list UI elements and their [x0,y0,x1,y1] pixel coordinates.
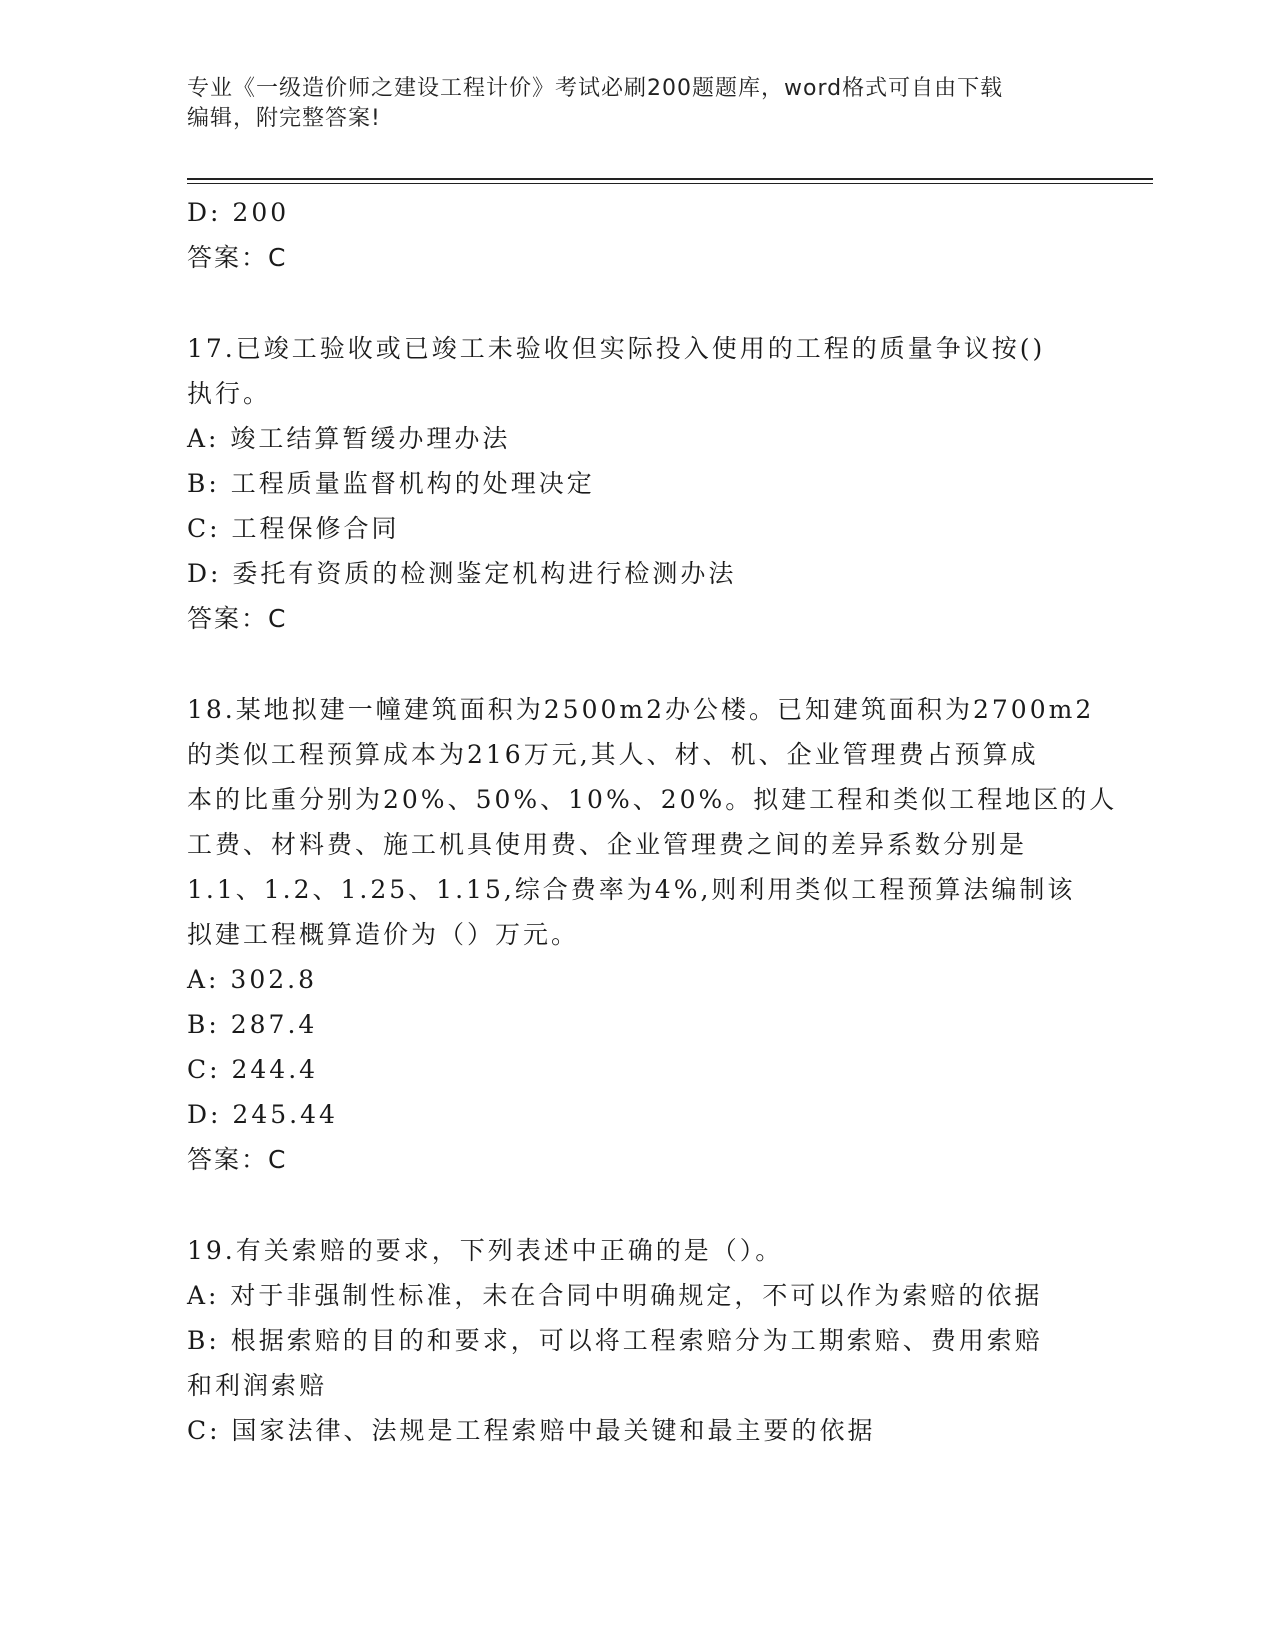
question-stem-line: 拟建工程概算造价为（）万元。 [187,920,580,949]
question-stem-line: 的类似工程预算成本为216万元,其人、材、机、企业管理费占预算成 [187,740,1039,769]
page-header [187,74,1067,134]
question-stem-line: 本的比重分别为20%、50%、10%、20%。拟建工程和类似工程地区的人 [187,785,1118,814]
option-b: B: 根据索赔的目的和要求，可以将工程索赔分为工期索赔、费用索赔 [187,1326,1043,1355]
option-b: B: 工程质量监督机构的处理决定 [187,469,595,498]
answer-line: 答案：C [187,1145,288,1174]
header-line-2: 编辑，附完整答案! [187,106,381,131]
question-spacer [187,1182,1087,1228]
option-c: C: 244.4 [187,1055,319,1084]
option-a: A: 对于非强制性标准，未在合同中明确规定，不可以作为索赔的依据 [187,1281,1043,1310]
question-stem-line: 19.有关索赔的要求，下列表述中正确的是（）。 [187,1236,784,1265]
question-stem-line: 执行。 [187,379,272,408]
question-stem-line: 18.某地拟建一幢建筑面积为2500m2办公楼。已知建筑面积为2700m2 [187,695,1095,724]
question-stem-line: 1.1、1.2、1.25、1.15,综合费率为4%,则利用类似工程预算法编制该 [187,875,1076,904]
option-d: D: 委托有资质的检测鉴定机构进行检测办法 [187,559,737,588]
question-spacer [187,641,1087,687]
question-17 [187,326,1087,641]
option-c: C: 国家法律、法规是工程索赔中最关键和最主要的依据 [187,1416,876,1445]
option-d: D: 200 [187,198,290,227]
header-divider [187,178,1153,184]
question-spacer [187,280,1087,326]
option-b-continued: 和利润索赔 [187,1371,328,1400]
option-c: C: 工程保修合同 [187,514,400,543]
option-a: A: 302.8 [187,965,317,994]
question-stem-line: 工费、材料费、施工机具使用费、企业管理费之间的差异系数分别是 [187,830,1028,859]
option-b: B: 287.4 [187,1010,318,1039]
option-d: D: 245.44 [187,1100,338,1129]
answer-line: 答案：C [187,604,288,633]
question-18 [187,687,1118,1182]
option-a: A: 竣工结算暂缓办理办法 [187,424,511,453]
answer-line: 答案：C [187,243,288,272]
question-19 [187,1228,1087,1453]
document-body [187,190,1118,1453]
header-line-1: 专业《一级造价师之建设工程计价》考试必刷200题题库，word格式可自由下载 [187,76,1004,101]
question-16-tail [187,190,1087,280]
question-stem-line: 17.已竣工验收或已竣工未验收但实际投入使用的工程的质量争议按() [187,334,1046,363]
